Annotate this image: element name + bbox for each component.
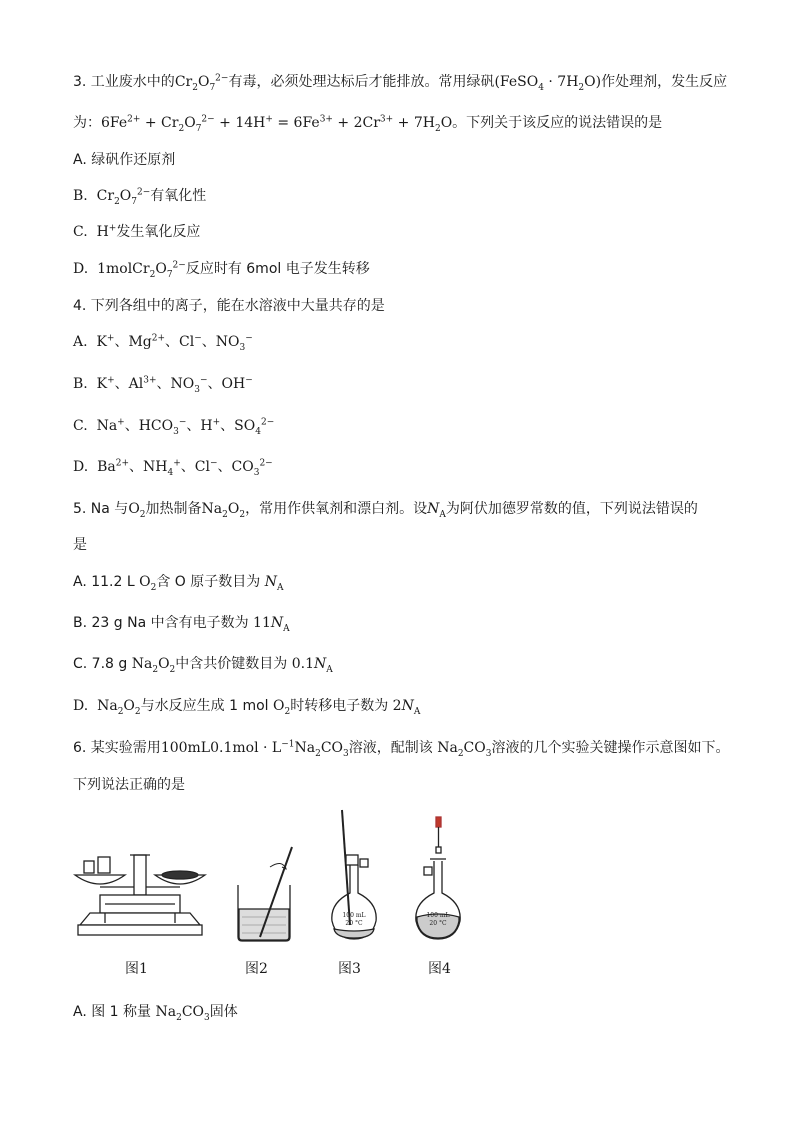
q5-option-c: C. 7.8 g $Na_2O_2$中含共价键数目为 $0.1N_A$ (73, 656, 333, 675)
q5-stem-line1: 5. Na 与$O_2$加热制备$Na_2O_2$，常用作供氧剂和漂白剂。设$N_A$为阿伏加德罗常数的值，下列说法错误的 (73, 501, 698, 520)
fig4-flask-temp: 20 °C (429, 920, 447, 927)
experiment-figures (60, 805, 480, 975)
q4-option-b: B. K+、$Al^{3+}$、$NO_3^-$、OH− (73, 375, 253, 395)
volumetric-flask-figure (332, 810, 376, 939)
q5-option-d: D. $Na_2O_2$与水反应生成 1 mol $O_2$时转移电子数为 $2N_A$ (73, 698, 421, 717)
fig4-caption: 图4 (428, 961, 451, 977)
fig1-caption: 图1 (125, 961, 148, 977)
q3-option-d: D. $1molCr_2O_7^{2-}$反应时有 6mol 电子发生转移 (73, 260, 370, 280)
q5-stem-line2: 是 (73, 537, 87, 553)
fig3-caption: 图3 (338, 961, 361, 977)
q3-option-c: C. H+发生氧化反应 (73, 223, 201, 240)
q4-option-c: C. Na+、$HCO_3^-$、H+、$SO_4^{2-}$ (73, 417, 275, 437)
q5-option-b: B. 23 g Na 中含有电子数为 $11N_A$ (73, 615, 290, 634)
q4-option-a: A. K+、$Mg^{2+}$、Cl−、$NO_3^-$ (73, 333, 253, 353)
q3-option-b: B. $Cr_2O_7^{2-}$有氧化性 (73, 187, 207, 207)
dropper-flask-figure (416, 817, 460, 939)
balance-figure (75, 855, 205, 935)
q6-stem-line2: 下列说法正确的是 (73, 777, 185, 793)
q3-option-a: A. 绿矾作还原剂 (73, 152, 176, 168)
fig3-flask-temp: 20 °C (345, 920, 363, 927)
q4-option-d: D. $Ba^{2+}$、$NH_4^+$、Cl−、$CO_3^{2-}$ (73, 458, 273, 478)
fig4-flask-volume: 100 mL (426, 912, 450, 919)
q5-option-a: A. 11.2 L $O_2$含 O 原子数目为 $N_A$ (73, 574, 284, 593)
q6-stem-line1: 6. 某实验需用$100mL0.1mol \cdot L^{-1}Na_2CO_3$溶液，配制该 $Na_2CO_3$溶液的几个实验关键操作示意图如下。 (73, 739, 730, 759)
q6-option-a: A. 图 1 称量 $Na_2CO_3$固体 (73, 1004, 238, 1023)
fig2-caption: 图2 (245, 961, 268, 977)
q3-line2: 为：$6Fe^{2+} + Cr_2O_7^{2-} + 14H^+ = 6Fe^{3+} + 2Cr^{3+} + 7H_2O$。下列关于该反应的说法错误的是 (73, 114, 663, 134)
beaker-figure (238, 847, 292, 941)
fig3-flask-volume: 100 mL (342, 912, 366, 919)
q3-line1: 3. 工业废水中的$Cr_2O_7^{2-}$有毒，必须处理达标后才能排放。常用绿矾(FeSO$_4$ · $7H_2O$)作处理剂，发生反应 (73, 73, 728, 93)
q4-stem: 4. 下列各组中的离子，能在水溶液中大量共存的是 (73, 298, 385, 314)
